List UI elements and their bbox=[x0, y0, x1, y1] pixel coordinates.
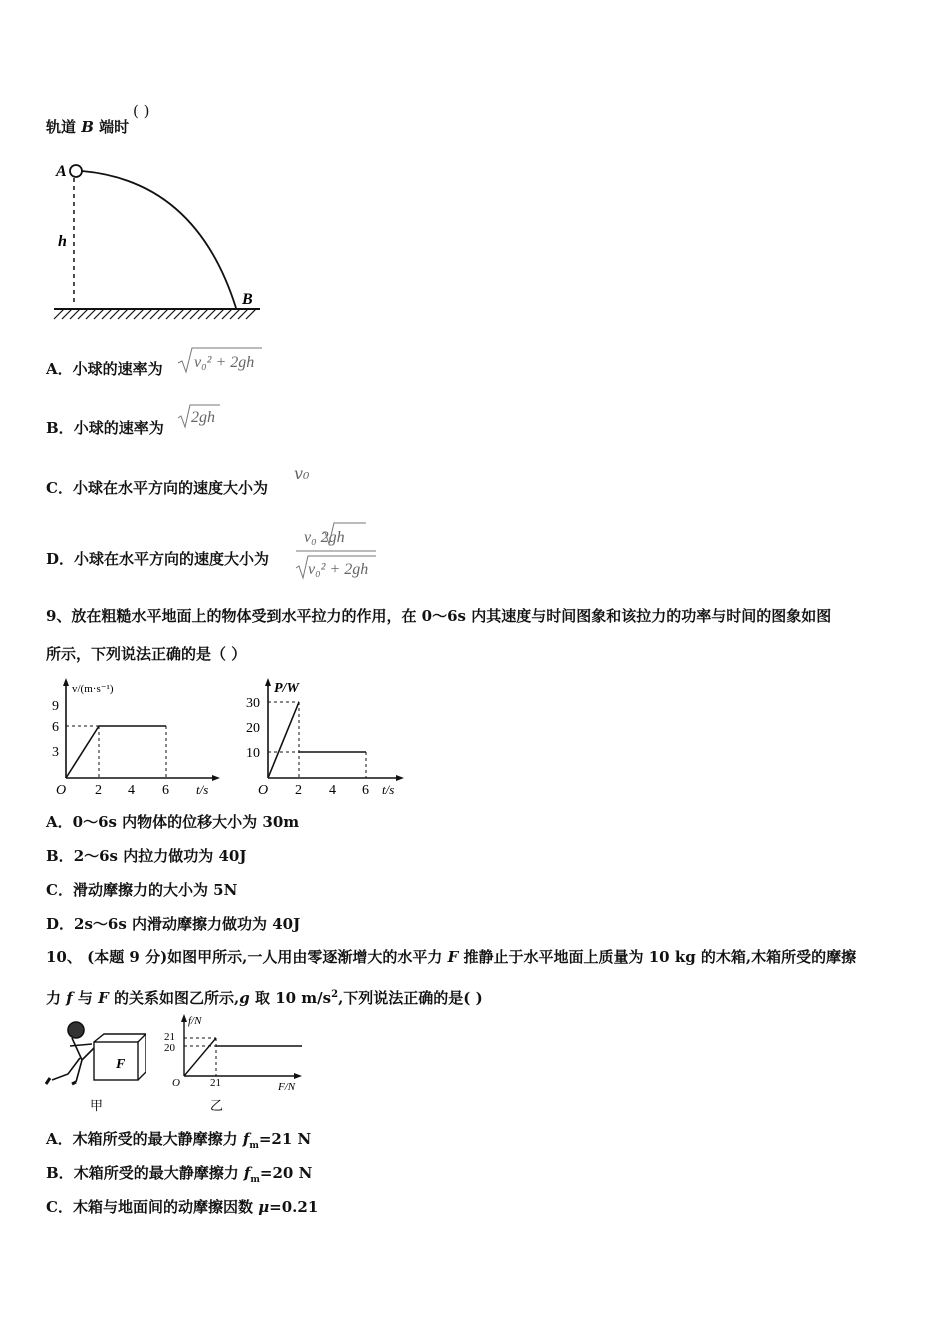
q8-option-b-formula bbox=[176, 402, 222, 432]
vt-xtick: 2 bbox=[95, 783, 102, 798]
figure-caption-yi: 乙 bbox=[210, 1098, 224, 1113]
fF-xtick: 21 bbox=[210, 1077, 221, 1089]
q8-option-d-formula bbox=[292, 518, 382, 584]
svg-text:v₀ 2gh: v₀ 2gh bbox=[304, 529, 345, 546]
fF-static-line bbox=[184, 1038, 216, 1076]
q10-figure-yi bbox=[160, 1010, 310, 1114]
pt-xtick: 4 bbox=[329, 783, 336, 798]
svg-text:2gh: 2gh bbox=[191, 409, 215, 426]
q9-vt-chart bbox=[46, 674, 226, 798]
q9-option-c[interactable]: C．滑动摩擦力的大小为 5N bbox=[46, 881, 238, 899]
pt-ytick: 10 bbox=[246, 746, 260, 761]
label-h: h bbox=[58, 233, 67, 250]
person-pushing-icon bbox=[46, 1022, 94, 1084]
pt-ramp-line bbox=[268, 702, 299, 778]
vt-xtick: 6 bbox=[162, 783, 169, 798]
fF-xlabel: F/N bbox=[278, 1081, 296, 1093]
q8-figure bbox=[46, 156, 266, 326]
q9-stem: 9、放在粗糙水平地面上的物体受到水平拉力的作用，在 0～6s 内其速度与时间图象和该拉力的功率与时间的图象如图 所示，下列说法正确的是（ ） bbox=[46, 607, 832, 663]
q10-stem: 10、 (本题 9 分)如图甲所示,一人用由零逐渐增大的水平力 F 推静止于水平地面上质量为 10 kg 的木箱,木箱所受的摩擦 力 f 与 F 的关系如图乙所示,g 取 10 $m/s^2$,下列说法正确的是( ) bbox=[46, 948, 857, 1007]
pt-ylabel: P/W bbox=[274, 681, 299, 696]
pt-xtick: 6 bbox=[362, 783, 369, 798]
q9-option-b[interactable]: B．2～6s 内拉力做功为 40J bbox=[46, 847, 247, 865]
pt-ytick: 20 bbox=[246, 721, 260, 736]
q10-option-a[interactable]: A．木箱所受的最大静摩擦力 $f_m=21$ N bbox=[46, 1130, 312, 1151]
pt-xlabel: t/s bbox=[382, 782, 395, 797]
q8-option-a-formula bbox=[176, 345, 266, 375]
vt-ytick: 3 bbox=[52, 745, 59, 760]
fF-ylabel: f/N bbox=[188, 1015, 202, 1027]
pt-ytick: 30 bbox=[246, 696, 260, 711]
vt-xtick: 4 bbox=[128, 783, 135, 798]
vt-xlabel: t/s bbox=[196, 782, 209, 797]
vt-xtick: O bbox=[56, 783, 67, 798]
svg-text:v₀² + 2gh: v₀² + 2gh bbox=[194, 354, 255, 371]
fF-xtick: O bbox=[172, 1077, 180, 1089]
label-A: A bbox=[56, 163, 67, 180]
ground-hatching bbox=[54, 309, 256, 319]
q8-option-c[interactable]: C．小球在水平方向的速度大小为 bbox=[46, 479, 268, 497]
vt-ytick: 6 bbox=[52, 720, 59, 735]
pt-xtick: 2 bbox=[295, 783, 302, 798]
vt-ylabel: v/(m·s⁻¹) bbox=[72, 683, 114, 695]
q9-option-a[interactable]: A．0～6s 内物体的位移大小为 30m bbox=[46, 813, 300, 831]
q9-option-d[interactable]: D．2s～6s 内滑动摩擦力做功为 40J bbox=[46, 915, 301, 933]
vt-line bbox=[66, 726, 166, 778]
ball-icon bbox=[70, 165, 82, 177]
figure-caption-jia: 甲 bbox=[90, 1098, 104, 1113]
vt-ytick: 9 bbox=[52, 699, 59, 714]
q8-option-d[interactable]: D．小球在水平方向的速度大小为 bbox=[46, 550, 270, 568]
fF-ytick: 20 bbox=[164, 1042, 175, 1054]
label-B: B bbox=[242, 291, 253, 308]
q10-option-b[interactable]: B．木箱所受的最大静摩擦力 $f_m=20$ N bbox=[46, 1164, 313, 1185]
trajectory-curve bbox=[82, 171, 236, 308]
q8-option-b[interactable]: B．小球的速率为 bbox=[46, 419, 164, 437]
fF-ytick: 21 bbox=[164, 1031, 175, 1043]
q10-figure-jia bbox=[42, 1018, 146, 1114]
svg-text:v₀² + 2gh: v₀² + 2gh bbox=[308, 561, 369, 578]
box-force-label: F bbox=[116, 1057, 126, 1072]
q8-option-a[interactable]: A．小球的速率为 bbox=[46, 360, 163, 378]
q9-pt-chart bbox=[244, 674, 414, 798]
pt-xtick: O bbox=[258, 783, 269, 798]
q8-option-c-formula: v₀ bbox=[294, 464, 310, 483]
q10-option-c[interactable]: C．木箱与地面间的动摩擦因数 μ=0.21 bbox=[46, 1198, 319, 1216]
q8-stem-tail: 轨道 B 端时 bbox=[46, 118, 130, 136]
q8-answer-paren: ( ) bbox=[133, 102, 150, 120]
